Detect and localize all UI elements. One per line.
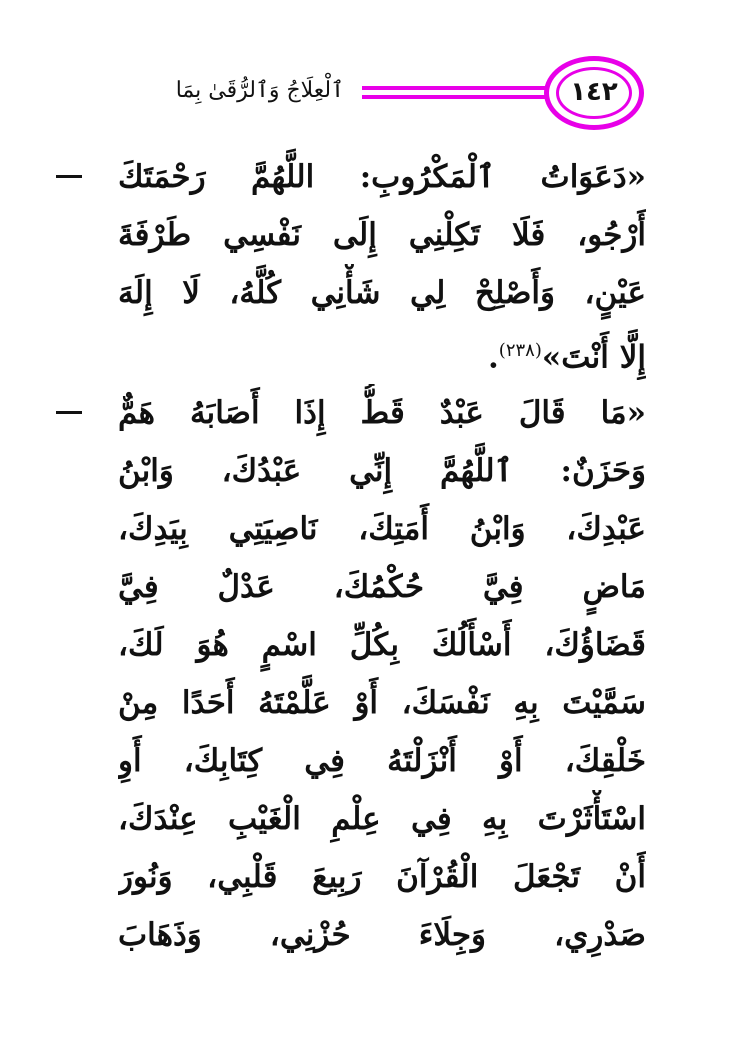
header-rule-bottom (362, 95, 548, 99)
text-line: سَمَّيْتَ بِهِ نَفْسَكَ، أَوْ عَلَّمْتَهُ أَحَدًا مِنْ (118, 685, 646, 721)
text-line: «مَا قَالَ عَبْدٌ قَطُّ إِذَا أَصَابَهُ هَمٌّ (118, 395, 646, 431)
text-line: وَحَزَنٌ: ٱللَّهُمَّ إِنِّي عَبْدُكَ، وَابْنُ (118, 453, 646, 489)
text-line: خَلْقِكَ، أَوْ أَنْزَلْتَهُ فِي كِتَابِكَ، أَوِ (118, 743, 646, 779)
text-line: عَبْدِكَ، وَابْنُ أَمَتِكَ، نَاصِيَتِي بِيَدِكَ، (118, 511, 646, 547)
footnote-reference[interactable]: (٢٣٨) (498, 340, 542, 361)
header-rule (362, 86, 548, 100)
text-line-last (118, 322, 646, 380)
text-line: أَرْجُو، فَلَا تَكِلْنِي إِلَى نَفْسِي طَرْفَةَ (118, 217, 646, 253)
header-rule-top (362, 86, 548, 90)
list-item (118, 148, 646, 380)
list-item-dash (56, 411, 82, 414)
page-body (118, 148, 646, 968)
text-line: أَنْ تَجْعَلَ الْقُرْآنَ رَبِيعَ قَلْبِي، وَنُورَ (118, 859, 646, 895)
text-line: قَضَاؤُكَ، أَسْأَلُكَ بِكُلِّ اسْمٍ هُوَ لَكَ، (118, 627, 646, 663)
list-item-dash (56, 175, 82, 178)
text-line-last-end: . (487, 339, 499, 376)
running-title: ٱلْعِلَاجُ وَٱلرُّقَىٰ بِمَا (175, 78, 344, 103)
text-line: مَاضٍ فِيَّ حُكْمُكَ، عَدْلٌ فِيَّ (118, 569, 646, 605)
page-number: ١٤٢ (570, 77, 618, 107)
list-item (118, 384, 646, 964)
text-line: عَيْنٍ، وَأَصْلِحْ لِي شَأْنِي كُلَّهُ، لَا إِلَهَ (118, 275, 646, 311)
text-line: اسْتَأْثَرْتَ بِهِ فِي عِلْمِ الْغَيْبِ عِنْدَكَ، (118, 801, 646, 837)
text-line: «دَعَوَاتُ ٱلْمَكْرُوبِ: اللَّهُمَّ رَحْمَتَكَ (118, 159, 646, 195)
text-line: صَدْرِي، وَجِلَاءَ حُزْنِي، وَذَهَابَ (118, 917, 646, 953)
page-header (0, 0, 744, 140)
text-line-last-text: إِلَّا أَنْتَ» (541, 339, 646, 376)
